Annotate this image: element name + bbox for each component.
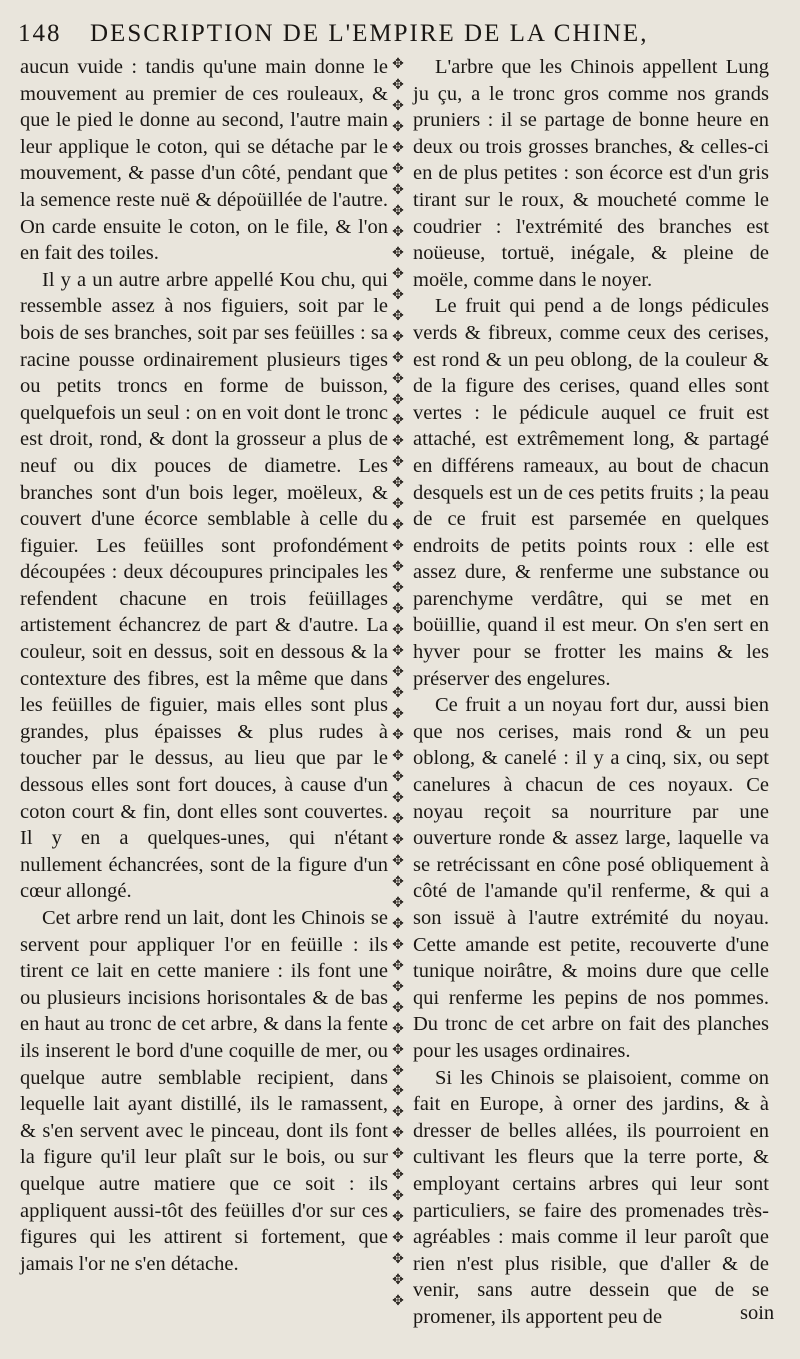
divider-ornament-icon: ✥ <box>392 811 404 827</box>
divider-ornament-icon: ✥ <box>392 958 404 974</box>
divider-ornament-icon: ✥ <box>392 245 404 261</box>
divider-ornament-icon: ✥ <box>392 769 404 785</box>
divider-ornament-icon: ✥ <box>392 434 404 450</box>
divider-ornament-icon: ✥ <box>392 623 404 639</box>
divider-ornament-icon: ✥ <box>392 518 404 534</box>
divider-ornament-icon: ✥ <box>392 686 404 702</box>
divider-ornament-icon: ✥ <box>392 874 404 890</box>
divider-ornament-icon: ✥ <box>392 119 404 135</box>
divider-ornament-icon: ✥ <box>392 350 404 366</box>
right-paragraph-2: Le fruit qui pend a de longs pédicules verds & fibreux, comme ceux des cerises, est rond & un peu oblong, de la couleur & de la figure des cerises, quand elles sont vertes : le pédicule auquel ce fruit est attaché, est extrêmement long, & partagé en différens rameaux, au bout de chacun desquels est un de ces petits fruits ; la peau de ce fruit est parsemée en quelques endroits de petits points roux : elle est assez dure, & renferme une substance ou parenchyme verdâtre, qui se met en boüillie, quand il est meur. On s'en sert en hyver pour se frotter les mains & les préserver des engelures. <box>413 295 769 690</box>
divider-ornament-icon: ✥ <box>392 1189 404 1205</box>
divider-ornament-icon: ✥ <box>392 329 404 345</box>
right-paragraph-3: Ce fruit a un noyau fort dur, aussi bien que nos cerises, mais rond & un peu oblong, & canelé : il y a cinq, six, ou sept canelures à chacun de ces noyaux. Ce noyau reçoit sa nourriture par une ouverture ronde & assez large, laquelle va se retrécissant en cône posé obliquement à côté de l'amande qu'il renferme, & qui a son issuë à l'autre extrémité du noyau. Cette amande est petite, recouverte d'une tunique noirâtre, & moins dure que celle qui renferme les pepins de nos pommes. Du tronc de cet arbre on fait des planches pour les usages ordinaires. <box>413 694 769 1062</box>
divider-ornament-icon: ✥ <box>392 497 404 513</box>
divider-ornament-icon: ✥ <box>392 1021 404 1037</box>
divider-ornament-icon: ✥ <box>392 57 404 72</box>
divider-ornament-icon: ✥ <box>392 1126 404 1142</box>
divider-ornament-icon: ✥ <box>392 581 404 597</box>
divider-ornament-icon: ✥ <box>392 539 404 555</box>
divider-ornament-icon: ✥ <box>392 392 404 408</box>
divider-ornament-icon: ✥ <box>392 832 404 848</box>
divider-ornament-icon: ✥ <box>392 1294 404 1310</box>
divider-ornament-icon: ✥ <box>392 98 404 114</box>
divider-ornament-icon: ✥ <box>392 1063 404 1079</box>
divider-ornament-icon: ✥ <box>392 1210 404 1226</box>
divider-ornament-icon: ✥ <box>392 1168 404 1184</box>
divider-ornament-icon: ✥ <box>392 1147 404 1163</box>
page-header <box>18 14 788 54</box>
ornamental-column-divider <box>386 58 410 1310</box>
divider-ornament-icon: ✥ <box>392 1000 404 1016</box>
divider-ornament-icon: ✥ <box>392 707 404 723</box>
divider-ornament-icon: ✥ <box>392 665 404 681</box>
divider-ornament-icon: ✥ <box>392 728 404 743</box>
catchword: soin <box>740 1302 775 1324</box>
divider-ornament-icon: ✥ <box>392 476 404 492</box>
right-column <box>413 54 769 1331</box>
divider-ornament-icon: ✥ <box>392 1105 404 1121</box>
running-head: DESCRIPTION DE L'EMPIRE DE LA CHINE, <box>90 20 649 47</box>
page-number: 148 <box>18 20 62 47</box>
divider-ornament-icon: ✥ <box>392 1231 404 1247</box>
divider-ornament-icon: ✥ <box>392 748 404 764</box>
divider-ornament-icon: ✥ <box>392 266 404 282</box>
left-paragraph-1: aucun vuide : tandis qu'une main donne le mouvement au premier de ces rouleaux, & que le pied le donne au second, l'autre main leur applique le coton, qui se détache par le mouvement, & passe d'un côté, pendant que la semence reste nuë & dépoüillée de l'autre. On carde ensuite le coton, on le file, & l'on en fait des toiles. <box>20 56 388 265</box>
left-paragraph-2: Il y a un autre arbre appellé Kou chu, qui ressemble assez à nos figuiers, soit par le bois de ses branches, soit par ses feüilles : sa racine pousse ordinairement plusieurs tiges ou petits troncs en forme de buisson, quelquefois un seul : on en voit dont le tronc est droit, rond, & dont la grosseur a plus de neuf ou dix pouces de diametre. Les branches sont d'un bois leger, moëleux, & couvert d'une écorce semblable à celle du figuier. Les feüilles sont profondément découpées : deux découpures principales les refendent chacune en trois feüillages artistement échancrez de part & d'autre. La couleur, soit en dessus, soit en dessous & la contexture des fibres, est la même que dans les feüilles de figuier, mais elles sont plus grandes, plus épaisses & plus rudes à toucher par le dessus, au lieu que par le dessous elles sont fort douces, à cause d'un coton court & fin, dont elles sont couvertes. Il y en a quelques-unes, qui n'étant nullement échancrées, sont de la figure d'un cœur allongé. <box>20 268 388 903</box>
right-paragraph-1: L'arbre que les Chinois appellent Lung ju çu, a le tronc gros comme nos grands pruniers : il se partage de bonne heure en deux ou trois grosses branches, & celles-ci en de plus petites : son écorce est d'un gris tirant sur le roux, & moucheté comme le coudrier : l'extrémité des branches est noüeuse, tortuë, inégale, & pleine de moële, comme dans le noyer. <box>413 56 769 291</box>
divider-ornament-icon: ✥ <box>392 644 404 660</box>
divider-ornament-icon: ✥ <box>392 979 404 995</box>
divider-ornament-icon: ✥ <box>392 1252 404 1268</box>
divider-ornament-icon: ✥ <box>392 140 404 156</box>
divider-ornament-icon: ✥ <box>392 413 404 429</box>
divider-ornament-icon: ✥ <box>392 916 404 932</box>
divider-ornament-icon: ✥ <box>392 853 404 869</box>
divider-ornament-icon: ✥ <box>392 371 404 387</box>
left-paragraph-3: Cet arbre rend un lait, dont les Chinois se servent pour appliquer l'or en feüille : ils tirent ce lait en cette maniere : ils font une ou plusieurs incisions horisontales & de bas en haut au tronc de cet arbre, & dans la fente ils inserent le bord d'une coquille de mer, ou quelque autre semblable recipient, dans lequelle lait ayant distillé, ils le ramassent, & s'en servent avec le pinceau, dont ils font la figure qu'il leur plaît sur le bois, ou sur quelque autre matiere que ce soit : ils appliquent aussi-tôt des feüilles d'or sur ces figures qui les attirent si fortement, que jamais l'or ne s'en détache. <box>20 907 388 1275</box>
divider-ornament-icon: ✥ <box>392 790 404 806</box>
divider-ornament-icon: ✥ <box>392 203 404 219</box>
divider-ornament-icon: ✥ <box>392 77 404 93</box>
divider-ornament-icon: ✥ <box>392 161 404 177</box>
left-column <box>20 54 388 1277</box>
divider-ornament-icon: ✥ <box>392 895 404 911</box>
divider-ornament-icon: ✥ <box>392 1273 404 1289</box>
divider-ornament-icon: ✥ <box>392 455 404 471</box>
divider-ornament-icon: ✥ <box>392 560 404 576</box>
divider-ornament-icon: ✥ <box>392 1084 404 1100</box>
divider-ornament-icon: ✥ <box>392 602 404 618</box>
divider-ornament-icon: ✥ <box>392 287 404 303</box>
divider-ornament-icon: ✥ <box>392 182 404 198</box>
divider-ornament-icon: ✥ <box>392 224 404 240</box>
divider-ornament-icon: ✥ <box>392 308 404 324</box>
divider-ornament-icon: ✥ <box>392 937 404 953</box>
right-paragraph-4: Si les Chinois se plaisoient, comme on fait en Europe, à orner des jardins, & à dresser de belles allées, ils pourroient en cultivant les fleurs que la terre porte, & employant certains arbres qui leur sont particuliers, se faire des promenades très-agréables : mais comme il leur paroît que rien n'est plus risible, que d'aller & de venir, sans autre dessein que de se promener, ils apportent peu de <box>413 1066 769 1328</box>
divider-ornament-icon: ✥ <box>392 1042 404 1058</box>
